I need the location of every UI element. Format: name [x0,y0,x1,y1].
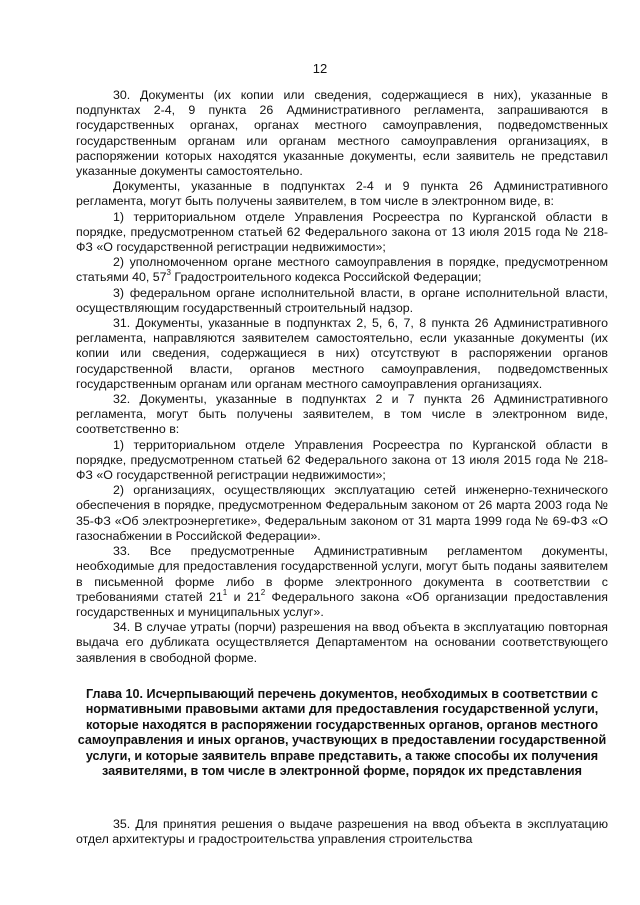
paragraph-31: 31. Документы, указанные в подпунктах 2, 5, 6, 7, 8 пункта 26 Административного регламента, направляются заявителем самостоятельно, если указанные документы (их копии или сведения, содержащиеся в них) отсутствуют в распоряжении органов государственной власти, органов местного самоуправления, подведомственных государственным органам или органам местного самоуправления организациях. [76,316,608,391]
superscript: 1 [222,587,228,597]
superscript: 2 [260,587,266,597]
paragraph-34: 34. В случае утраты (порчи) разрешения на ввод объекта в эксплуатацию повторная выдача его дубликата осуществляется Департаментом на основании соответствующего заявления в свободной форме. [76,620,608,665]
paragraph-30-item-3: 3) федеральном органе исполнительной власти, в органе исполнительной власти, осуществляющим государственный строительный надзор. [76,285,608,315]
paragraph-32-item-1: 1) территориальном отделе Управления Росреестра по Курганской области в порядке, предусмотренном статьей 62 Федерального закона от 13 июля 2015 года № 218-ФЗ «О государственной регистрации недвижимости»; [76,437,608,483]
paragraph-33-text-b: и 21 [227,589,261,604]
paragraph-30: 30. Документы (их копии или сведения, содержащиеся в них), указанные в подпунктах 2-4, 9 пункта 26 Административного регламента, запрашиваются в государственных органах, органах местного самоуправления, подведомственных государственным органам или органам местного самоуправления организациях, в распоряжении которых находятся указанные документы, если заявитель не представил указанные документы самостоятельно. [76,88,608,179]
paragraph-33 [76,544,608,620]
paragraph-33-text-a: 33. Все предусмотренные Административным регламентом документы, необходимые для предоставления государственной услуги, могут быть поданы заявителем в письменной форме либо в форме электронного документа в соответствии с требованиями статей 21 [76,544,608,604]
paragraph-30-item-2-text-a: 2) уполномоченном органе местного самоуправления в порядке, предусмотренном статьями 40, 57 [76,255,608,285]
paragraph-30-item-2 [76,255,608,285]
chapter-heading: Глава 10. Исчерпывающий перечень документов, необходимых в соответствии с нормативными правовыми актами для предоставления государственной услуги, которые находятся в распоряжении государственных органов, органов местного самоуправления и иных органов, участвующих в предоставлении государственной услуги, и которые заявитель вправе представить, а также способы их получения заявителями, в том числе в электронной форме, порядок их представления [77,687,607,779]
document-body [76,88,608,666]
superscript: 3 [166,268,171,278]
paragraph-35: 35. Для принятия решения о выдаче разрешения на ввод объекта в эксплуатацию отдел архитектуры и градостроительства управления строительства [76,817,608,847]
paragraph-30-item-1: 1) территориальном отделе Управления Росреестра по Курганской области в порядке, предусмотренном статьей 62 Федерального закона от 13 июля 2015 года № 218-ФЗ «О государственной регистрации недвижимости»; [76,209,608,255]
paragraph-32-item-2: 2) организациях, осуществляющих эксплуатацию сетей инженерно-технического обеспечения в порядке, предусмотренном Федеральным законом от 26 марта 2003 года № 35-ФЗ «Об электроэнергетике», Федеральным законом от 31 марта 1999 года № 69-ФЗ «О газоснабжении в Российской Федерации». [76,483,608,543]
page-number: 12 [312,61,328,76]
paragraph-33-text-c: Федерального закона «Об организации предоставления государственных и муниципальных услуг». [76,589,608,619]
paragraph-30-item-2-text-b: Градостроительного кодекса Российской Федерации; [170,270,482,285]
paragraph-32: 32. Документы, указанные в подпунктах 2 и 7 пункта 26 Административного регламента, могут быть получены заявителем, в том числе в электронном виде, соответственно в: [76,392,608,437]
paragraph-30-sources-intro: Документы, указанные в подпунктах 2-4 и 9 пункта 26 Административного регламента, могут быть получены заявителем, в том числе в электронном виде, в: [76,179,608,209]
document-body-continued [76,817,608,848]
